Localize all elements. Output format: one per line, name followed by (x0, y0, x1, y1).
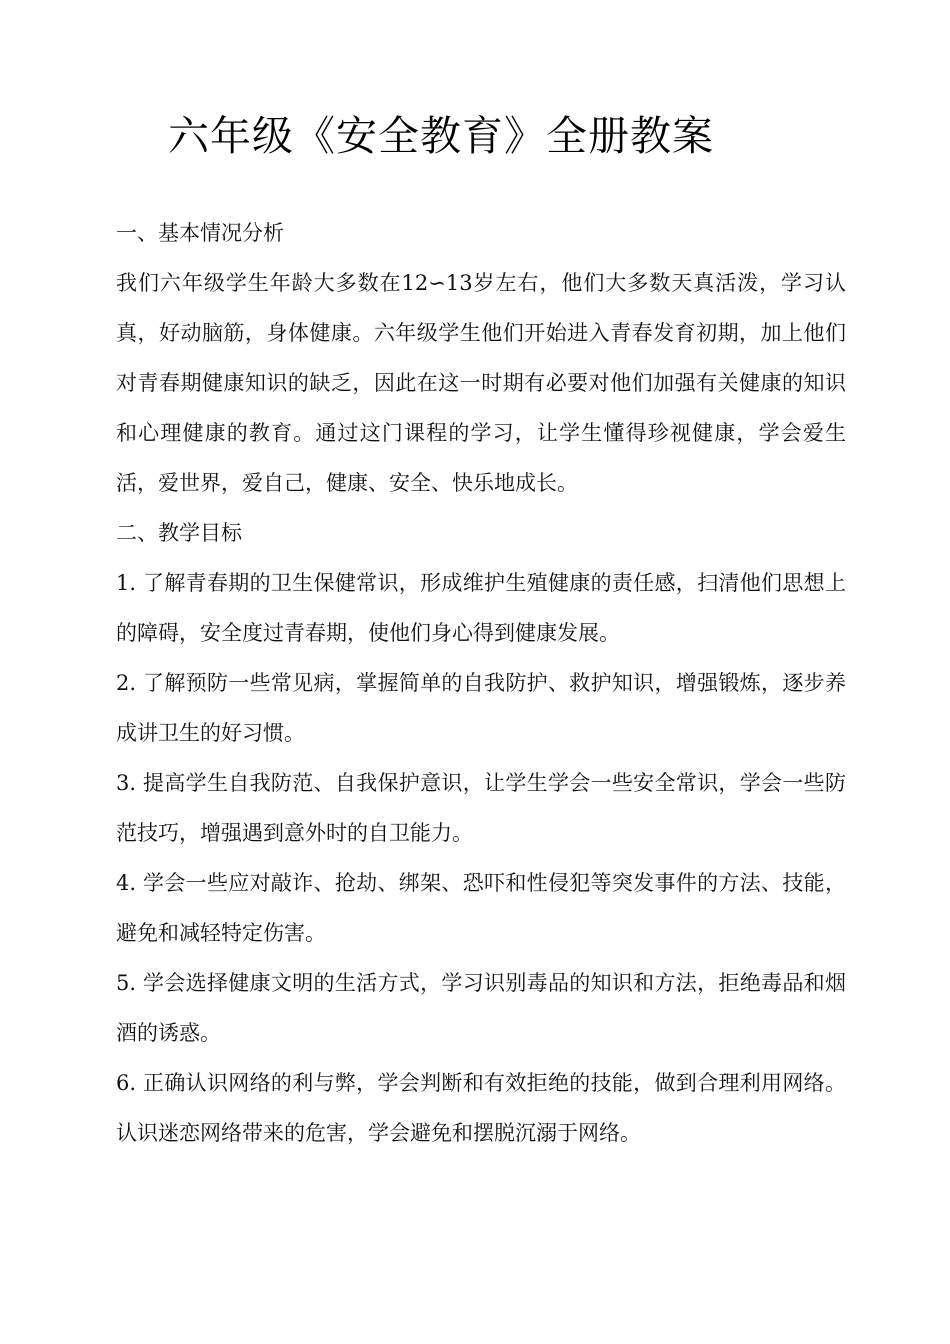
goal-item-6: 6. 正确认识网络的利与弊，学会判断和有效拒绝的技能，做到合理利用网络。认识迷恋网络带来的危害，学会避免和摆脱沉溺于网络。 (116, 1071, 846, 1145)
goal-item-4: 4. 学会一些应对敲诈、抢劫、绑架、恐吓和性侵犯等突发事件的方法、技能，避免和减轻特定伤害。 (116, 871, 846, 945)
paragraph-basic-analysis: 我们六年级学生年龄大多数在12∽13岁左右，他们大多数天真活泼，学习认真，好动脑筋，身体健康。六年级学生他们开始进入青春发育初期，加上他们对青春期健康知识的缺乏，因此在这一时期有必要对他们加强有关健康的知识和心理健康的教育。通过这门课程的学习，让学生懂得珍视健康，学会爱生活，爱世界，爱自己，健康、安全、快乐地成长。 (116, 271, 846, 495)
goal-item-5: 5. 学会选择健康文明的生活方式，学习识别毒品的知识和方法，拒绝毒品和烟酒的诱惑。 (116, 971, 846, 1045)
section-heading-basic-analysis: 一、基本情况分析 (116, 221, 284, 245)
document-title: 六年级《安全教育》全册教案 (168, 112, 714, 160)
goal-item-2: 2. 了解预防一些常见病，掌握简单的自我防护、救护知识，增强锻炼，逐步养成讲卫生的好习惯。 (116, 671, 846, 745)
document-body (116, 208, 846, 1158)
goal-item-1: 1. 了解青春期的卫生保健常识，形成维护生殖健康的责任感，扫清他们思想上的障碍，安全度过青春期，使他们身心得到健康发展。 (116, 571, 846, 645)
section-heading-teaching-goals: 二、教学目标 (116, 521, 242, 545)
goal-item-3: 3. 提高学生自我防范、自我保护意识，让学生学会一些安全常识，学会一些防范技巧，增强遇到意外时的自卫能力。 (116, 771, 846, 845)
